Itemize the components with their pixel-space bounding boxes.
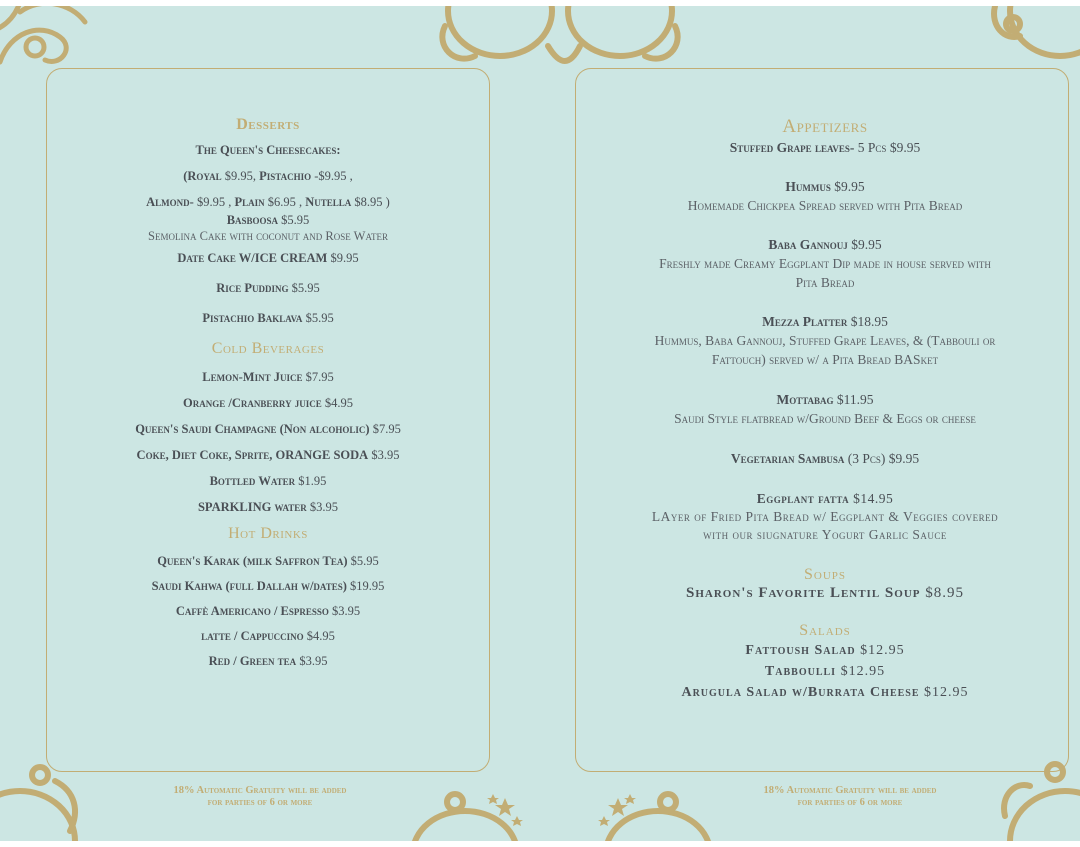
mottabag-description: Saudi Style flatbread w/Ground Beef & Eggs or cheese	[674, 411, 976, 426]
hot-item-latte: latte / Cappuccino $4.95	[201, 629, 335, 643]
salad-item-arugula: Arugula Salad w/Burrata Cheese $12.95	[681, 685, 969, 700]
hummus-item: Hummus $9.95	[785, 179, 865, 194]
baba-gannouj-description-1: Freshly made Creamy Eggplant Dip made in house served with	[659, 256, 991, 271]
pistachio-baklava-item: Pistachio Baklava $5.95	[202, 311, 334, 325]
cold-item-sodas: Coke, Diet Coke, Sprite, ORANGE SODA $3.95	[136, 448, 400, 462]
cold-beverages-heading: Cold Beverages	[211, 340, 325, 357]
left-menu-column	[52, 116, 484, 669]
salads-heading: Salads	[799, 622, 851, 639]
eggplant-fatta-item: Eggplant fatta $14.95	[756, 491, 894, 506]
eggplant-fatta-description-1: LAyer of Fried Pita Bread w/ Eggplant & Veggies covered	[651, 509, 999, 524]
baroque-ornament-icon	[0, 761, 100, 841]
date-cake-item: Date Cake W/ICE CREAM $9.95	[177, 251, 359, 265]
lentil-soup-item: Sharon's Favorite Lentil Soup $8.95	[686, 585, 964, 601]
mezza-platter-description-1: Hummus, Baba Gannouj, Stuffed Grape Leaves, & (Tabbouli or	[654, 333, 996, 348]
baba-gannouj-description-2: Pita Bread	[795, 275, 855, 290]
stuffed-grape-leaves-item: Stuffed Grape leaves- 5 Pcs $9.95	[729, 140, 921, 155]
gratuity-note-right: 18% Automatic Gratuity will be added for parties of 6 or more	[763, 785, 937, 808]
hot-item-karak: Queen's Karak (milk Saffron Tea) $5.95	[157, 554, 379, 568]
vegetarian-sambusa-item: Vegetarian Sambusa (3 Pcs) $9.95	[730, 451, 920, 466]
hot-drinks-heading: Hot Drinks	[228, 525, 308, 542]
cold-item-lemon-mint: Lemon-Mint Juice $7.95	[202, 370, 334, 384]
desserts-heading: Desserts	[236, 116, 300, 133]
hot-item-kahwa: Saudi Kahwa (full Dallah w/dates) $19.95	[151, 579, 385, 593]
mezza-platter-item: Mezza Platter $18.95	[762, 314, 888, 329]
appetizers-heading: Appetizers	[782, 116, 868, 137]
cold-item-sparkling-water: SPARKLING water $3.95	[197, 500, 339, 514]
cold-item-orange-cranberry: Orange /Cranberry juice $4.95	[183, 396, 353, 410]
cheesecake-line-2: Almond- $9.95 , Plain $6.95 , Nutella $8.95 )	[146, 195, 390, 209]
rice-pudding-item: Rice Pudding $5.95	[216, 281, 320, 295]
mezza-platter-description-2: Fattouch) served w/ a Pita Bread BASket	[711, 352, 939, 367]
hot-item-tea: Red / Green tea $3.95	[208, 654, 328, 668]
baroque-ornament-icon	[588, 788, 718, 841]
mottabag-item: Mottabag $11.95	[776, 392, 874, 407]
cold-item-saudi-champagne: Queen's Saudi Champagne (Non alcoholic) $7.95	[135, 422, 401, 436]
basboosa-item: Basboosa $5.95	[226, 213, 310, 227]
gratuity-note-left: 18% Automatic Gratuity will be added for parties of 6 or more	[173, 785, 347, 808]
star-icon	[598, 794, 636, 826]
hummus-description: Homemade Chickpea Spread served with Pita Bread	[687, 198, 963, 213]
salad-item-tabboulli: Tabboulli $12.95	[764, 664, 886, 679]
basboosa-description: Semolina Cake with coconut and Rose Water	[148, 229, 388, 243]
cheesecake-line-1: (Royal $9.95, Pistachio -$9.95 ,	[183, 169, 353, 183]
eggplant-fatta-description-2: with our siugnature Yogurt Garlic Sauce	[703, 527, 947, 542]
soups-heading: Soups	[803, 566, 847, 583]
right-menu-column	[580, 116, 1070, 703]
queens-cheesecakes-heading: The Queen's Cheesecakes:	[195, 143, 341, 157]
cold-item-bottled-water: Bottled Water $1.95	[209, 474, 327, 488]
baba-gannouj-item: Baba Gannouj $9.95	[768, 237, 882, 252]
baroque-ornament-icon	[405, 788, 535, 841]
hot-item-americano: Caffè Americano / Espresso $3.95	[175, 604, 361, 618]
salad-item-fattoush: Fattoush Salad $12.95	[745, 643, 905, 658]
star-icon	[487, 794, 523, 826]
